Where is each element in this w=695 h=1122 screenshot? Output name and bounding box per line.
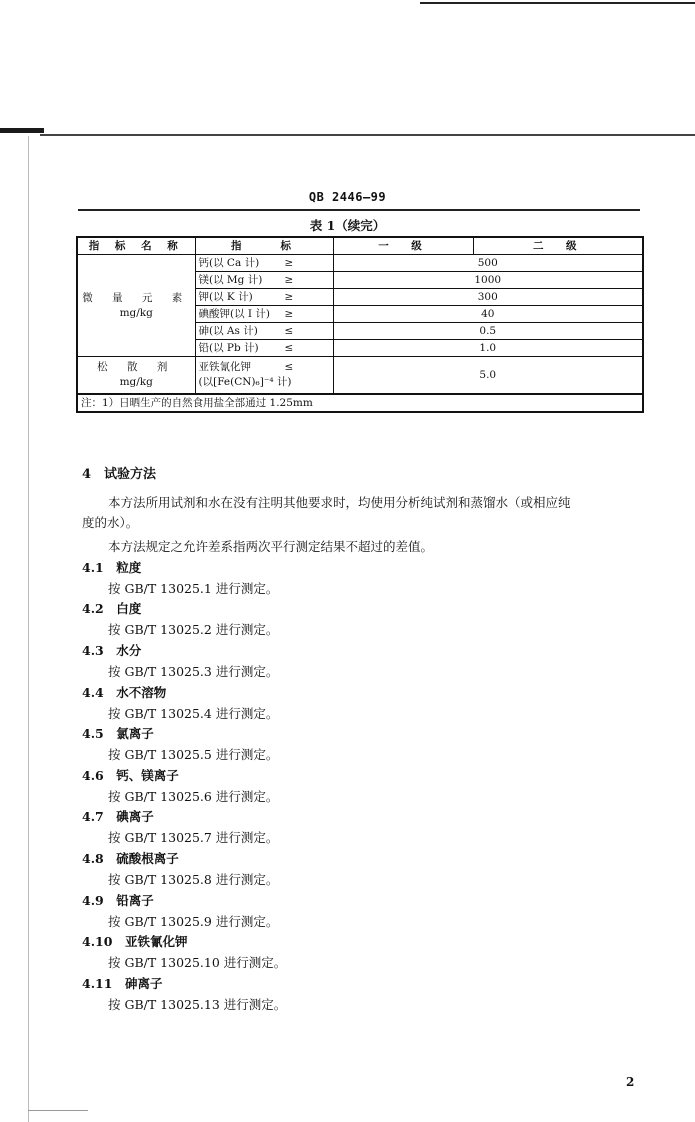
col-header-name: 指 标 名 称 xyxy=(77,237,195,255)
page-number: 2 xyxy=(626,1075,635,1089)
indicator-cell xyxy=(195,272,333,289)
spec-table xyxy=(76,236,644,413)
item-body: 按 GB/T 13025.13 进行测定。 xyxy=(108,997,287,1012)
indicator-operator: ≥ xyxy=(284,307,294,320)
indicator-operator: ≥ xyxy=(284,273,294,286)
indicator-label: 碘酸钾(以 I 计) xyxy=(198,307,271,320)
category-unit: mg/kg xyxy=(119,306,153,319)
doc-code-header: QB 2446—99 xyxy=(308,190,387,204)
indicator-basis: (以[Fe(CN)₆]⁻⁴ 计) xyxy=(198,376,292,388)
item-body: 按 GB/T 13025.8 进行测定。 xyxy=(108,872,279,887)
indicator-operator: ≥ xyxy=(284,290,294,303)
item-body: 按 GB/T 13025.5 进行测定。 xyxy=(108,747,279,762)
indicator-cell xyxy=(195,357,333,395)
item-title: 4.8 硫酸根离子 xyxy=(82,851,179,866)
indicator-label: 钾(以 K 计) xyxy=(198,290,253,303)
indicator-cell xyxy=(195,323,333,340)
intro-paragraph xyxy=(82,493,642,533)
header-rule xyxy=(78,209,640,211)
table-note: 注：1）日晒生产的自然食用盐全部通过 1.25mm xyxy=(77,394,643,412)
indicator-cell xyxy=(195,340,333,357)
value-cell: 5.0 xyxy=(333,357,643,395)
value-cell: 1.0 xyxy=(333,340,643,357)
value-cell: 300 xyxy=(333,289,643,306)
intro-text: 本方法所用试剂和水在没有注明其他要求时，均使用分析纯试剂和蒸馏水（或相应纯 xyxy=(108,495,571,510)
item-body: 按 GB/T 13025.1 进行测定。 xyxy=(108,581,279,596)
intro-text-cont: 度的水）。 xyxy=(82,515,139,530)
indicator-label: 砷(以 As 计) xyxy=(198,324,258,337)
category-anticaking-agent xyxy=(77,357,195,395)
indicator-label: 镁(以 Mg 计) xyxy=(198,273,263,286)
item-title: 4.1 粒度 xyxy=(82,560,142,575)
category-name: 松 散 剂 xyxy=(97,361,176,373)
item-title: 4.4 水不溶物 xyxy=(82,685,167,700)
table-row xyxy=(77,357,643,395)
indicator-label: 钙(以 Ca 计) xyxy=(198,256,260,269)
item-body: 按 GB/T 13025.10 进行测定。 xyxy=(108,955,287,970)
item-body: 按 GB/T 13025.2 进行测定。 xyxy=(108,622,279,637)
category-name: 微 量 元 素 xyxy=(82,291,191,304)
indicator-operator: ≤ xyxy=(284,341,294,354)
table-row xyxy=(77,255,643,272)
item-body: 按 GB/T 13025.7 进行测定。 xyxy=(108,830,279,845)
indicator-operator: ≤ xyxy=(284,361,294,373)
item-title: 4.3 水分 xyxy=(82,643,142,658)
scan-edge-rule xyxy=(40,134,695,136)
indicator-operator: ≥ xyxy=(284,256,294,269)
item-title: 4.10 亚铁氰化钾 xyxy=(82,934,188,949)
section-title: 4 试验方法 xyxy=(82,467,157,482)
tolerance-paragraph xyxy=(82,537,642,557)
item-body: 按 GB/T 13025.9 进行测定。 xyxy=(108,914,279,929)
category-unit: mg/kg xyxy=(119,376,153,388)
scan-top-rule xyxy=(420,2,695,4)
category-micro-elements xyxy=(77,255,195,357)
indicator-label: 铅(以 Pb 计) xyxy=(198,341,259,354)
value-cell: 0.5 xyxy=(333,323,643,340)
item-body: 按 GB/T 13025.3 进行测定。 xyxy=(108,664,279,679)
col-header-grade1: 一 级 xyxy=(333,237,473,255)
item-title: 4.11 砷离子 xyxy=(82,976,163,991)
value-cell: 40 xyxy=(333,306,643,323)
item-title: 4.9 铅离子 xyxy=(82,893,154,908)
col-header-indicator: 指 标 xyxy=(195,237,333,255)
item-title: 4.6 钙、镁离子 xyxy=(82,768,179,783)
indicator-label: 亚铁氰化钾 xyxy=(198,361,251,373)
indicator-cell xyxy=(195,289,333,306)
col-header-grade2: 二 级 xyxy=(473,237,643,255)
tolerance-text: 本方法规定之允许差系指两次平行测定结果不超过的差值。 xyxy=(108,539,434,554)
indicator-cell xyxy=(195,255,333,272)
scan-edge-mark xyxy=(0,128,44,133)
value-cell: 500 xyxy=(333,255,643,272)
table-header-row xyxy=(77,237,643,255)
item-title: 4.2 白度 xyxy=(82,601,142,616)
indicator-cell xyxy=(195,306,333,323)
value-cell: 1000 xyxy=(333,272,643,289)
item-title: 4.5 氯离子 xyxy=(82,726,154,741)
item-title: 4.7 碘离子 xyxy=(82,809,154,824)
bottom-rule xyxy=(28,1110,88,1111)
item-body: 按 GB/T 13025.4 进行测定。 xyxy=(108,706,279,721)
scan-left-edge xyxy=(28,136,29,1122)
indicator-operator: ≤ xyxy=(284,324,294,337)
table-caption: 表 1（续完） xyxy=(309,218,386,233)
item-body: 按 GB/T 13025.6 进行测定。 xyxy=(108,789,279,804)
table-note-row xyxy=(77,394,643,412)
